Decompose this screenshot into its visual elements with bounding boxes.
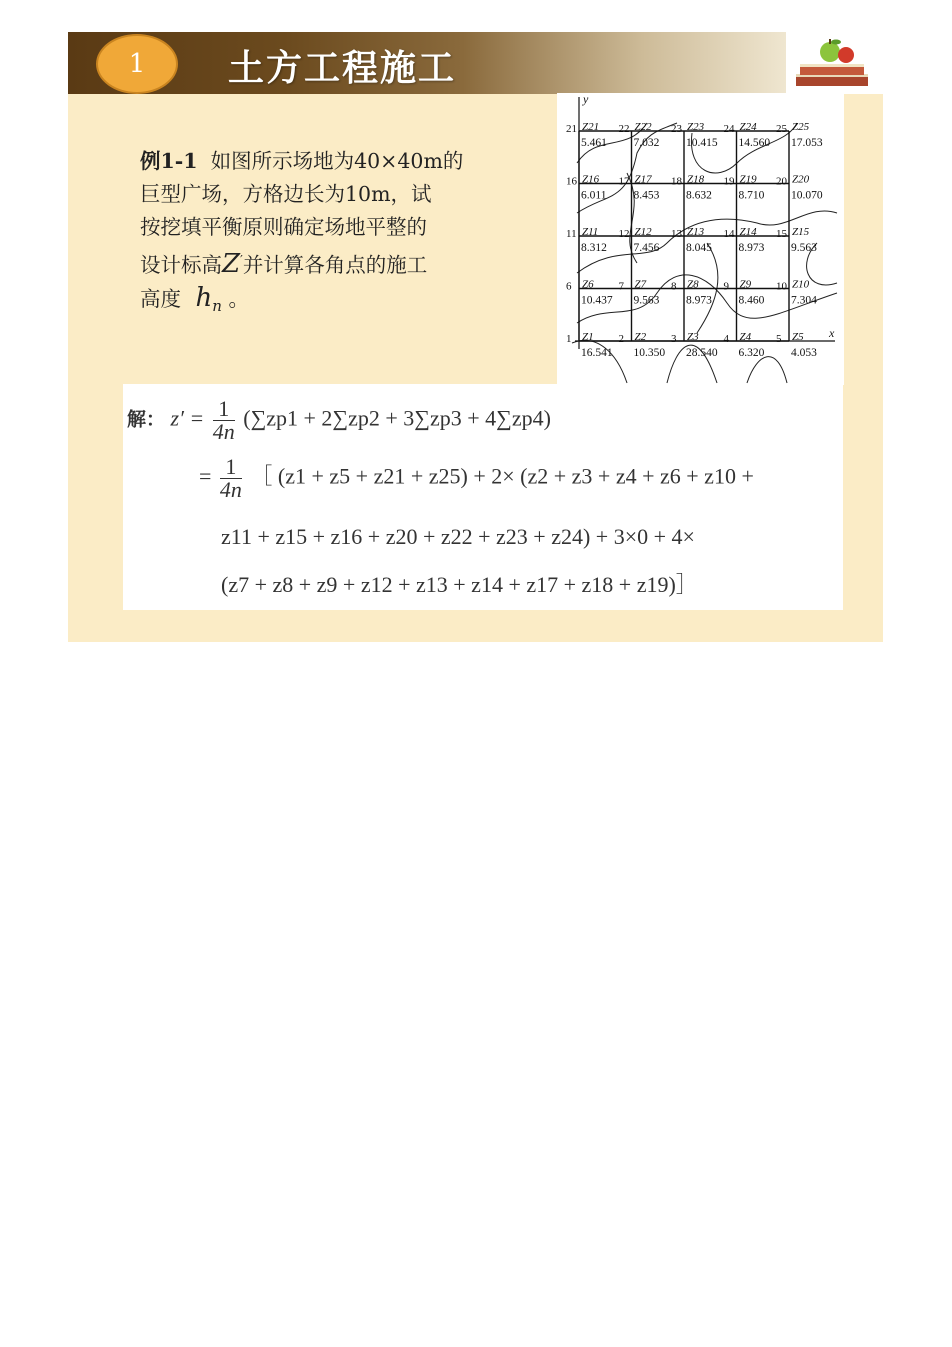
formula-line-2-rhs: ［ (z1 + z5 + z21 + z25) + 2× (z2 + z3 + z4 + z6 + z10 + [250,463,754,489]
corner-elevation-value: 8.973 [686,294,712,307]
construction-height-symbol: h [195,282,213,313]
corner-elevation-value: 10.070 [791,189,823,202]
fraction-one-over-4n [213,398,235,443]
corner-number: 16 [566,175,577,188]
corner-elevation-value: 6.011 [581,189,607,202]
corner-elevation-value: 28.540 [686,347,718,359]
corner-number: 11 [566,228,577,240]
corner-elevation-value: 7.456 [633,242,660,254]
corner-number: 25 [776,123,787,135]
corner-z-label: Z13 [687,226,705,238]
contour-grid-figure [557,93,844,385]
corner-elevation-value: 8.453 [633,189,660,202]
fraction-numerator: 1 [213,398,235,421]
corner-elevation-value: 14.560 [738,137,771,149]
fraction-denominator: 4n [212,419,235,444]
corner-elevation-value: 8.460 [738,294,765,307]
corner-elevation-value: 10.350 [633,347,666,359]
fraction-one-over-4n-2 [220,456,242,501]
corner-number: 13 [671,228,682,240]
design-elevation-prime: ′ [240,253,243,267]
fraction-denominator-2: 4n [219,477,242,502]
y-axis-label: y [583,93,589,106]
design-elevation-symbol: Z [222,248,241,279]
x-axis-label: x [829,326,835,340]
formula-line-3: z11 + z15 + z16 + z20 + z22 + z23 + z24) + 3×0 + 4× [221,524,695,549]
contour-grid-svg [557,93,844,385]
corner-number: 12 [618,228,630,240]
corner-number: 8 [671,280,677,293]
corner-number: 24 [723,123,735,135]
books-apple-icon [790,32,878,94]
corner-z-label: Z12 [634,226,652,238]
corner-z-label: Z10 [792,278,810,291]
corner-z-label: Z11 [582,226,599,238]
problem-line-4 [140,244,540,282]
corner-number: 20 [776,175,787,188]
corner-elevation-value: 10.437 [581,294,613,307]
corner-number: 18 [671,175,682,188]
section-number: 1 [128,49,146,79]
corner-elevation-value: 16.541 [581,347,613,359]
problem-line-1 [140,145,540,178]
corner-z-label: Z5 [792,331,804,343]
solution-label: 解： [127,408,166,431]
problem-text-5a: 高度 [140,286,181,311]
corner-elevation-value: 17.053 [791,137,823,149]
problem-line-2: 巨型广场，方格边长为10m，试 [140,182,432,206]
section-number-badge [96,34,178,94]
corner-number: 14 [723,228,735,240]
corner-elevation-value: 5.461 [581,137,607,149]
corner-elevation-value: 8.973 [738,242,765,254]
corner-elevation-value: 7.304 [791,294,817,307]
corner-elevation-value: 7.032 [633,137,660,149]
corner-z-label: Z3 [687,331,699,343]
corner-number: 3 [671,333,677,345]
problem-statement [140,145,540,323]
corner-elevation-value: 8.312 [581,242,607,254]
corner-number: 21 [566,123,577,135]
problem-text-4b: 并计算各角点的施工 [242,252,428,277]
corner-elevation-value: 9.563 [791,242,817,254]
problem-text-4a: 设计标高 [140,252,222,277]
corner-number: 19 [723,175,735,188]
formula-line-2 [199,456,754,501]
corner-elevation-value: 8.045 [686,242,712,254]
corner-number: 1 [566,333,572,345]
corner-elevation-value: 8.710 [738,189,765,202]
corner-z-label: Z20 [792,173,810,186]
corner-z-label: Z8 [687,278,699,291]
problem-line-5 [140,282,540,323]
corner-z-label: Z18 [687,173,705,186]
corner-number: 23 [671,123,682,135]
formula-line-1 [127,398,551,443]
corner-elevation-value: 4.053 [791,347,817,359]
problem-text-1: 如图所示场地为40×40m的 [210,149,464,173]
corner-number: 17 [618,175,630,188]
problem-text-5b: 。 [228,286,249,311]
corner-z-label: Z2 [634,331,647,343]
formula-equals: = [199,463,212,489]
corner-elevation-value: 9.563 [633,294,660,307]
corner-z-label: Z22 [634,121,652,133]
formula-line-4: (z7 + z8 + z9 + z12 + z13 + z14 + z17 + z18 + z19)］ [221,572,698,597]
corner-number: 4 [723,333,729,345]
corner-z-label: Z6 [582,278,594,291]
books-apple-image [790,32,878,94]
corner-z-label: Z25 [792,121,810,133]
corner-number: 2 [618,333,624,345]
construction-height-subscript: n [212,296,222,315]
corner-z-label: Z4 [739,331,752,343]
corner-number: 6 [566,280,572,293]
corner-z-label: Z19 [739,173,757,186]
corner-number: 7 [618,280,624,293]
corner-z-label: Z14 [739,226,757,238]
formula-lhs: z′ = [170,405,205,431]
corner-elevation-value: 10.415 [686,137,718,149]
formula-line-1-rhs: (∑zp1 + 2∑zp2 + 3∑zp3 + 4∑zp4) [243,405,551,431]
corner-z-label: Z23 [687,121,705,133]
solution-formula-block [123,384,843,610]
corner-elevation-value: 8.632 [686,189,712,202]
section-title: 土方工程施工 [228,48,457,89]
corner-z-label: Z7 [634,278,647,291]
fraction-numerator-2: 1 [220,456,242,479]
corner-z-label: Z24 [739,121,757,133]
corner-z-label: Z1 [582,331,594,343]
corner-z-label: Z21 [582,121,600,133]
corner-number: 10 [776,280,787,293]
corner-number: 9 [723,280,729,293]
corner-number: 5 [776,333,782,345]
example-label: 例1-1 [140,149,198,173]
corner-elevation-value: 6.320 [738,347,765,359]
corner-z-label: Z16 [582,173,600,186]
corner-z-label: Z15 [792,226,810,238]
corner-number: 15 [776,228,787,240]
problem-line-3: 按挖填平衡原则确定场地平整的 [140,215,427,239]
corner-z-label: Z17 [634,173,652,186]
corner-number: 22 [618,123,630,135]
corner-z-label: Z9 [739,278,752,291]
